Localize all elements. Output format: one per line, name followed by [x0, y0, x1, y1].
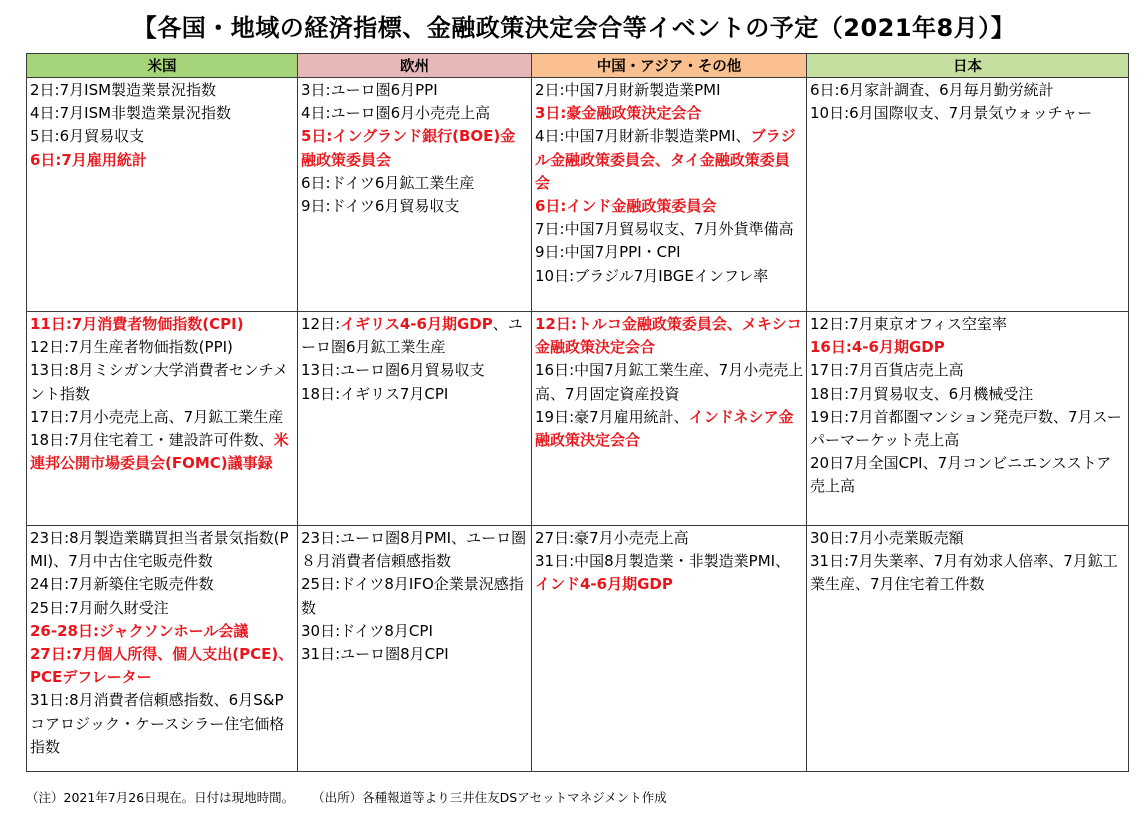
event-item — [810, 102, 1126, 125]
event-text: 10日:ブラジル7月IBGEインフレ率 — [535, 266, 769, 285]
event-text: 18日:7月貿易収支、6月機械受注 — [810, 384, 1034, 403]
cell-asia-other — [532, 78, 807, 312]
event-item — [30, 313, 295, 336]
cell-japan — [807, 78, 1129, 312]
event-item — [810, 79, 1126, 102]
cell-europe — [298, 526, 532, 772]
event-text: 10日:6月国際収支、7月景気ウォッチャー — [810, 104, 1093, 123]
event-item — [30, 406, 295, 429]
event-text: 30日:ドイツ8月CPI — [301, 621, 433, 640]
footnote-source: （出所）各種報道等より三井住友DSアセットマネジメント作成 — [312, 790, 667, 805]
header-row — [27, 54, 1129, 78]
event-item — [301, 620, 529, 643]
event-item — [810, 527, 1126, 550]
event-item — [535, 125, 804, 195]
cell-japan — [807, 526, 1129, 772]
event-item — [301, 102, 529, 125]
event-item — [30, 573, 295, 596]
event-text: 31日:8月消費者信頼感指数、6月S&Pコアロジック・ケースシラー住宅価格指数 — [30, 691, 285, 756]
event-item — [535, 102, 804, 125]
event-item — [30, 102, 295, 125]
event-text: 20日7月全国CPI、7月コンビニエンスストア売上高 — [810, 454, 1112, 496]
event-text: 9日:中国7月PPI・CPI — [535, 243, 681, 262]
event-text: 3日:ユーロ圏6月PPI — [301, 81, 438, 99]
event-item — [30, 79, 295, 102]
event-text: 12日:7月東京オフィス空室率 — [810, 315, 1008, 333]
event-text: 19日:豪7月雇用統計、 — [535, 407, 689, 426]
event-calendar-table — [26, 53, 1129, 772]
column-header-us: 米国 — [27, 54, 298, 78]
event-item — [535, 313, 804, 359]
event-text: 4日:7月ISM非製造業景況指数 — [30, 104, 232, 123]
column-header-asia-other: 中国・アジア・その他 — [532, 54, 807, 78]
event-text: 27日:豪7月小売売上高 — [535, 529, 689, 547]
event-item — [30, 527, 295, 573]
event-text: 2日:中国7月財新製造業PMI — [535, 81, 721, 99]
column-header-europe: 欧州 — [298, 54, 532, 78]
event-item — [30, 149, 295, 172]
event-text-highlight: 26-28日:ジャクソンホール会議 — [30, 621, 249, 640]
event-item — [535, 359, 804, 405]
cell-us — [27, 312, 298, 526]
event-item — [810, 550, 1126, 596]
event-item — [301, 573, 529, 619]
event-item — [30, 597, 295, 620]
event-text-highlight: 6日:7月雇用統計 — [30, 150, 147, 169]
event-text-highlight: 12日:トルコ金融政策委員会、メキシコ金融政策決定会合 — [535, 315, 802, 357]
event-item — [301, 172, 529, 195]
event-item — [30, 620, 295, 643]
cell-japan — [807, 312, 1129, 526]
event-text: 13日:ユーロ圏6月貿易収支 — [301, 361, 485, 380]
page-title: 【各国・地域の経済指標、金融政策決定会合等イベントの予定（2021年8月）】 — [132, 14, 1016, 42]
table-row-late-august — [27, 526, 1129, 772]
event-text: 7日:中国7月貿易収支、7月外貨準備高 — [535, 220, 794, 239]
event-item — [301, 195, 529, 218]
event-text: 30日:7月小売業販売額 — [810, 529, 964, 547]
event-item — [535, 218, 804, 241]
event-text: 9日:ドイツ6月貿易収支 — [301, 197, 460, 216]
footnote — [26, 788, 667, 806]
event-text-highlight: 3日:豪金融政策決定会合 — [535, 104, 702, 123]
event-text-highlight: 6日:インド金融政策委員会 — [535, 197, 717, 216]
event-item — [535, 265, 804, 288]
event-text-highlight: 16日:4-6月期GDP — [810, 338, 945, 357]
cell-us — [27, 78, 298, 312]
event-item — [535, 406, 804, 452]
event-text: 23日:8月製造業購買担当者景気指数(PMI)、7月中古住宅販売件数 — [30, 529, 289, 571]
event-item — [301, 313, 529, 359]
cell-europe — [298, 78, 532, 312]
event-text: 12日: — [301, 315, 341, 333]
event-item — [535, 550, 804, 596]
event-text: 31日:7月失業率、7月有効求人倍率、7月鉱工業生産、7月住宅着工件数 — [810, 552, 1118, 594]
event-text-highlight: 11日:7月消費者物価指数(CPI) — [30, 315, 244, 333]
event-text-highlight: インドネシア金融政策決定会合 — [535, 407, 794, 450]
event-text: 24日:7月新築住宅販売件数 — [30, 575, 214, 594]
event-item — [810, 313, 1126, 336]
event-text: 12日:7月生産者物価指数(PPI) — [30, 338, 233, 357]
event-item — [30, 689, 295, 759]
event-text-highlight: ブラジル金融政策委員会、タイ金融政策委員会 — [535, 127, 796, 192]
column-header-japan: 日本 — [807, 54, 1129, 78]
event-text: 16日:中国7月鉱工業生産、7月小売売上高、7月固定資産投資 — [535, 361, 804, 403]
event-item — [30, 429, 295, 475]
event-item — [301, 359, 529, 382]
event-item — [30, 336, 295, 359]
event-text-highlight: インド4-6月期GDP — [535, 575, 673, 594]
event-item — [301, 383, 529, 406]
event-item — [810, 406, 1126, 452]
cell-asia-other — [532, 526, 807, 772]
event-item — [810, 359, 1126, 382]
event-item — [30, 643, 295, 689]
event-text: 4日:ユーロ圏6月小売売上高 — [301, 104, 491, 123]
event-text-highlight: イギリス4-6月期GDP — [340, 315, 493, 333]
event-item — [30, 125, 295, 148]
footnote-note: （注）2021年7月26日現在。日付は現地時間。 — [26, 790, 295, 805]
event-text: 18日:イギリス7月CPI — [301, 384, 449, 403]
event-text: 25日:7月耐久財受注 — [30, 598, 169, 617]
event-text-highlight: 5日:イングランド銀行(BOE)金融政策委員会 — [301, 127, 516, 169]
event-text: 17日:7月小売売上高、7月鉱工業生産 — [30, 407, 284, 426]
event-item — [301, 125, 529, 171]
event-text: 23日:ユーロ圏8月PMI、ユーロ圏８月消費者信頼感指数 — [301, 529, 527, 571]
event-text: 31日:中国8月製造業・非製造業PMI、 — [535, 552, 791, 571]
cell-us — [27, 526, 298, 772]
cell-europe — [298, 312, 532, 526]
event-text: 6日:6月家計調査、6月毎月勤労統計 — [810, 81, 1054, 99]
event-text: 31日:ユーロ圏8月CPI — [301, 645, 449, 664]
event-text: 2日:7月ISM製造業景況指数 — [30, 81, 217, 99]
event-item — [30, 359, 295, 405]
event-text: 18日:7月住宅着工・建設許可件数、 — [30, 431, 274, 450]
event-text: 5日:6月貿易収支 — [30, 127, 145, 146]
event-item — [535, 79, 804, 102]
event-text: 4日:中国7月財新非製造業PMI、 — [535, 127, 751, 146]
cell-asia-other — [532, 312, 807, 526]
event-text: 、ユーロ圏6月鉱工業生産 — [301, 315, 523, 357]
event-item — [810, 452, 1126, 498]
event-item — [301, 79, 529, 102]
event-text: 17日:7月百貨店売上高 — [810, 361, 964, 380]
event-text: 13日:8月ミシガン大学消費者センチメント指数 — [30, 361, 289, 403]
event-item — [535, 527, 804, 550]
event-text-highlight: 27日:7月個人所得、個人支出(PCE)、PCEデフレーター — [30, 645, 294, 687]
event-text: 19日:7月首都圏マンション発売戸数、7月スーパーマーケット売上高 — [810, 407, 1122, 450]
event-item — [301, 527, 529, 573]
event-item — [301, 643, 529, 666]
event-item — [810, 383, 1126, 406]
event-text: 6日:ドイツ6月鉱工業生産 — [301, 173, 475, 192]
event-item — [810, 336, 1126, 359]
table-row-early-august — [27, 78, 1129, 312]
event-item — [535, 241, 804, 264]
event-text-highlight: 米連邦公開市場委員会(FOMC)議事録 — [30, 431, 289, 473]
event-item — [535, 195, 804, 218]
table-row-mid-august — [27, 312, 1129, 526]
event-text: 25日:ドイツ8月IFO企業景況感指数 — [301, 575, 524, 617]
